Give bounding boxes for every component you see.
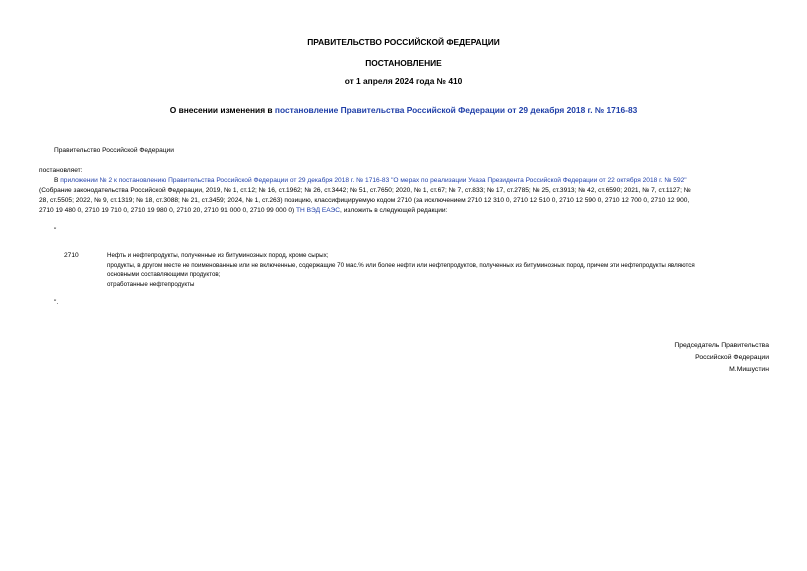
paragraph-line-4-prefix: 2710 19 480 0, 2710 19 710 0, 2710 19 980 0, 2710 20, 2710 91 000 0, 2710 99 000 0) (39, 207, 297, 214)
quote-close-mark: ". (54, 299, 59, 306)
description-line-4: отработанные нефтепродукты (107, 280, 195, 288)
quote-open-mark: " (54, 227, 57, 234)
appendix-link[interactable]: приложении № 2 к постановлению Правительства Российской Федерации от 29 декабря 2018 г. № 1716-83 "О мерах по реализации Указа Президента Российской Федерации от 22 октября 2018 г. № 592" (60, 177, 687, 184)
government-heading: ПРАВИТЕЛЬСТВО РОССИЙСКОЙ ФЕДЕРАЦИИ (307, 37, 500, 47)
amended-resolution-link[interactable]: постановление Правительства Российской Федерации от 29 декабря 2018 г. № 1716-83 (274, 105, 638, 115)
description-line-1: Нефть и нефтепродукты, полученные из битуминозных пород, кроме сырых; (107, 252, 329, 259)
signer-name: М.Мишустин (729, 366, 769, 373)
date-number-heading: от 1 апреля 2024 года № 410 (344, 76, 463, 86)
paragraph-line-2: (Собрание законодательства Российской Федерации, 2019, № 1, ст.12; № 16, ст.1962; № 26, ст.3442; № 51, ст.7650; 2020, № 1, ст.67; № 7, ст.833; № 17, ст.2785; № 25, ст.3913; № 42, ст.6590; 2021, № 7, ст.1127; № (39, 187, 691, 194)
document-title-prefix: О внесении изменения в (169, 105, 275, 115)
commodity-description (107, 251, 767, 289)
signer-position-line-1: Председатель Правительства (674, 342, 769, 349)
resolves-text: постановляет: (39, 167, 83, 174)
description-line-2: продукты, в другом месте не поименованные или не включенные, содержащие 70 мас.% или более нефти или нефтепродуктов, полученных из битуминозных пород, причем эти нефтепродукты являются (107, 261, 695, 269)
document-title (0, 105, 807, 115)
main-paragraph (39, 176, 769, 216)
commodity-code: 2710 (64, 252, 79, 259)
description-line-3: основными составляющими продуктов; (107, 271, 221, 279)
paragraph-line-1-prefix: В (54, 177, 61, 184)
paragraph-line-4-suffix: , изложить в следующей редакции: (340, 207, 448, 214)
tn-ved-link[interactable]: ТН ВЭД ЕАЭС (296, 207, 341, 214)
paragraph-line-1 (39, 176, 769, 186)
intro-text: Правительство Российской Федерации (54, 147, 174, 154)
document-type-heading: ПОСТАНОВЛЕНИЕ (365, 58, 442, 68)
signature-block (674, 340, 769, 376)
signer-position-line-2: Российской Федерации (695, 354, 769, 361)
paragraph-line-3: 28, ст.5505; 2022, № 9, ст.1319; № 18, ст.3088; № 21, ст.3459; 2024, № 1, ст.263) позицию, классифицируемую кодом 2710 (за исключением 2710 12 310 0, 2710 12 510 0, 2710 12 590 0, 2710 12 700 0, 2710 12 900, (39, 197, 690, 204)
paragraph-line-4 (39, 206, 769, 216)
